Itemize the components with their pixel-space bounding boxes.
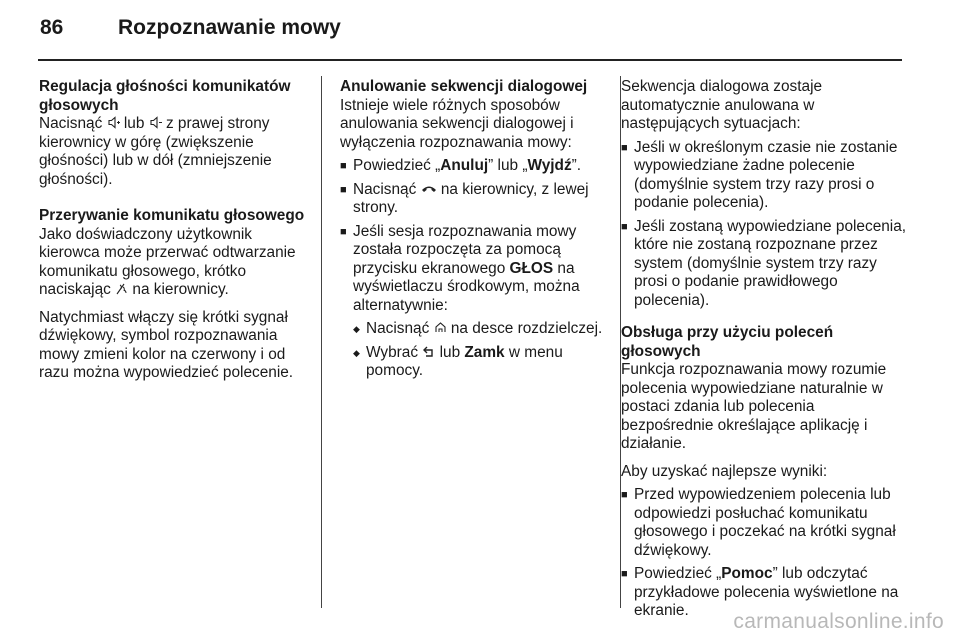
sub-list-item <box>340 344 610 381</box>
watermark: carmanualsonline.info <box>733 610 944 633</box>
item-text: Jeśli w określonym czasie nie zostanie wypowiedziane żadne polecenie (domyślnie system trzy razy prosi o podanie polecenia). <box>634 138 898 211</box>
item-text <box>353 223 610 316</box>
text: Powiedzieć „ <box>353 157 441 174</box>
bullet-icon: ■ <box>621 220 628 233</box>
bullet-icon: ■ <box>340 225 347 238</box>
keyword: Anuluj <box>440 157 489 174</box>
paragraph-volume <box>39 115 314 189</box>
text: ” lub odczytać przykładowe polecenia wyświetlone na ekranie. <box>634 565 899 619</box>
text: Nacisnąć <box>353 180 421 198</box>
volume-down-icon <box>149 116 162 129</box>
page-header <box>40 16 341 50</box>
text: na kierownicy. <box>128 281 229 298</box>
list-item <box>340 181 610 218</box>
keyword: Wyjdź <box>527 157 572 174</box>
list-item <box>340 223 610 316</box>
tips-list <box>621 486 911 621</box>
item-text <box>353 181 610 218</box>
column-1 <box>39 78 314 383</box>
keyword: Zamk <box>464 343 505 361</box>
item-text <box>353 157 581 176</box>
spacer <box>39 300 314 309</box>
paragraph-interrupt <box>39 226 314 300</box>
text: w menu pomocy. <box>366 343 563 379</box>
text: Nacisnąć <box>39 115 107 132</box>
keyword: GŁOS <box>509 259 554 277</box>
end-call-icon <box>421 182 437 195</box>
spacer <box>621 315 911 324</box>
text: Powiedzieć „ <box>634 565 722 582</box>
column-divider-1 <box>321 76 322 608</box>
item-text <box>366 320 602 339</box>
paragraph-signal: Natychmiast włączy się krótki sygnał dźwiękowy, symbol rozpoznawania mowy zmieni kolor na czerwony i od razu można wypowiedzieć polecenie. <box>39 308 294 381</box>
spacer <box>39 189 314 198</box>
item-text: Przed wypowiedzeniem polecenia lub odpowiedzi posłuchać komunikatu głosowego i poczekać na krótki sygnał dźwiękowy. <box>634 486 896 559</box>
item-text <box>366 344 610 381</box>
list-item <box>340 157 610 176</box>
text: lub <box>119 115 149 132</box>
page-number: 86 <box>40 16 64 39</box>
back-arrow-icon <box>422 345 435 358</box>
bullet-icon: ■ <box>621 568 628 580</box>
text: ” lub „ <box>488 157 528 174</box>
spacer <box>39 198 314 207</box>
bullet-icon: ■ <box>340 183 347 196</box>
sub-list-item <box>340 320 610 339</box>
list-item <box>621 218 911 311</box>
spacer <box>621 454 911 463</box>
text: ”. <box>571 157 582 174</box>
diamond-bullet-icon: ◆ <box>353 347 360 358</box>
heading-volume: Regulacja głośności komunikatów głosowych <box>39 78 291 114</box>
text: na kierownicy, z lewej strony. <box>353 180 589 216</box>
heading-voice-commands: Obsługa przy użyciu poleceń głosowych <box>621 324 834 360</box>
diamond-bullet-icon: ◆ <box>353 324 360 334</box>
volume-up-icon <box>107 116 120 129</box>
bullet-icon: ■ <box>621 489 628 501</box>
page-title: Rozpoznawanie mowy <box>118 16 341 39</box>
cancel-list <box>340 157 610 381</box>
text: na desce rozdzielczej. <box>446 320 603 337</box>
column-3 <box>621 78 911 626</box>
heading-interrupt: Przerywanie komunikatu głosowego <box>39 207 305 224</box>
home-icon <box>434 321 447 334</box>
list-item <box>621 486 911 560</box>
heading-cancel: Anulowanie sekwencji dialogowej <box>340 78 588 95</box>
text: na wyświetlaczu środkowym, można alternatywnie: <box>353 259 580 314</box>
text: Jeśli sesja rozpoznawania mowy została rozpoczęta za pomocą przycisku ekranowego <box>353 222 577 277</box>
text: lub <box>435 343 465 361</box>
paragraph-understanding: Funkcja rozpoznawania mowy rozumie polecenia wypowiedziane naturalnie w postaci zdania lub polecenia bezpośrednie określające aplikację i działanie. <box>621 361 887 452</box>
bullet-icon: ■ <box>340 160 347 172</box>
bullet-icon: ■ <box>621 141 628 154</box>
paragraph-best-results: Aby uzyskać najlepsze wyniki: <box>621 462 828 480</box>
text: Wybrać <box>366 343 423 361</box>
header-rule <box>38 59 902 61</box>
item-text: Jeśli zostaną wypowiedziane polecenia, które nie zostaną rozpoznane przez system (domyślnie system trzy razy prosi o podanie prawidłowego polecenia). <box>634 217 907 309</box>
keyword: Pomoc <box>721 565 773 582</box>
column-2 <box>340 78 610 386</box>
text: Jako doświadczony użytkownik kierowca może przerwać odtwarzanie komunikatu głosowego, krótko naciskając <box>39 225 296 298</box>
voice-button-icon <box>115 282 128 295</box>
paragraph-auto-cancel: Sekwencja dialogowa zostaje automatycznie anulowana w następujących sytuacjach: <box>621 78 823 132</box>
paragraph-cancel-intro: Istnieje wiele różnych sposobów anulowania sekwencji dialogowej i wyłączenia rozpoznawania mowy: <box>340 96 574 151</box>
list-item <box>621 139 911 213</box>
auto-cancel-list <box>621 139 911 311</box>
text: z prawej strony kierownicy w górę (zwiększenie głośności) lub w dół (zmniejszenie głośności). <box>39 115 272 188</box>
text: Nacisnąć <box>366 320 434 337</box>
